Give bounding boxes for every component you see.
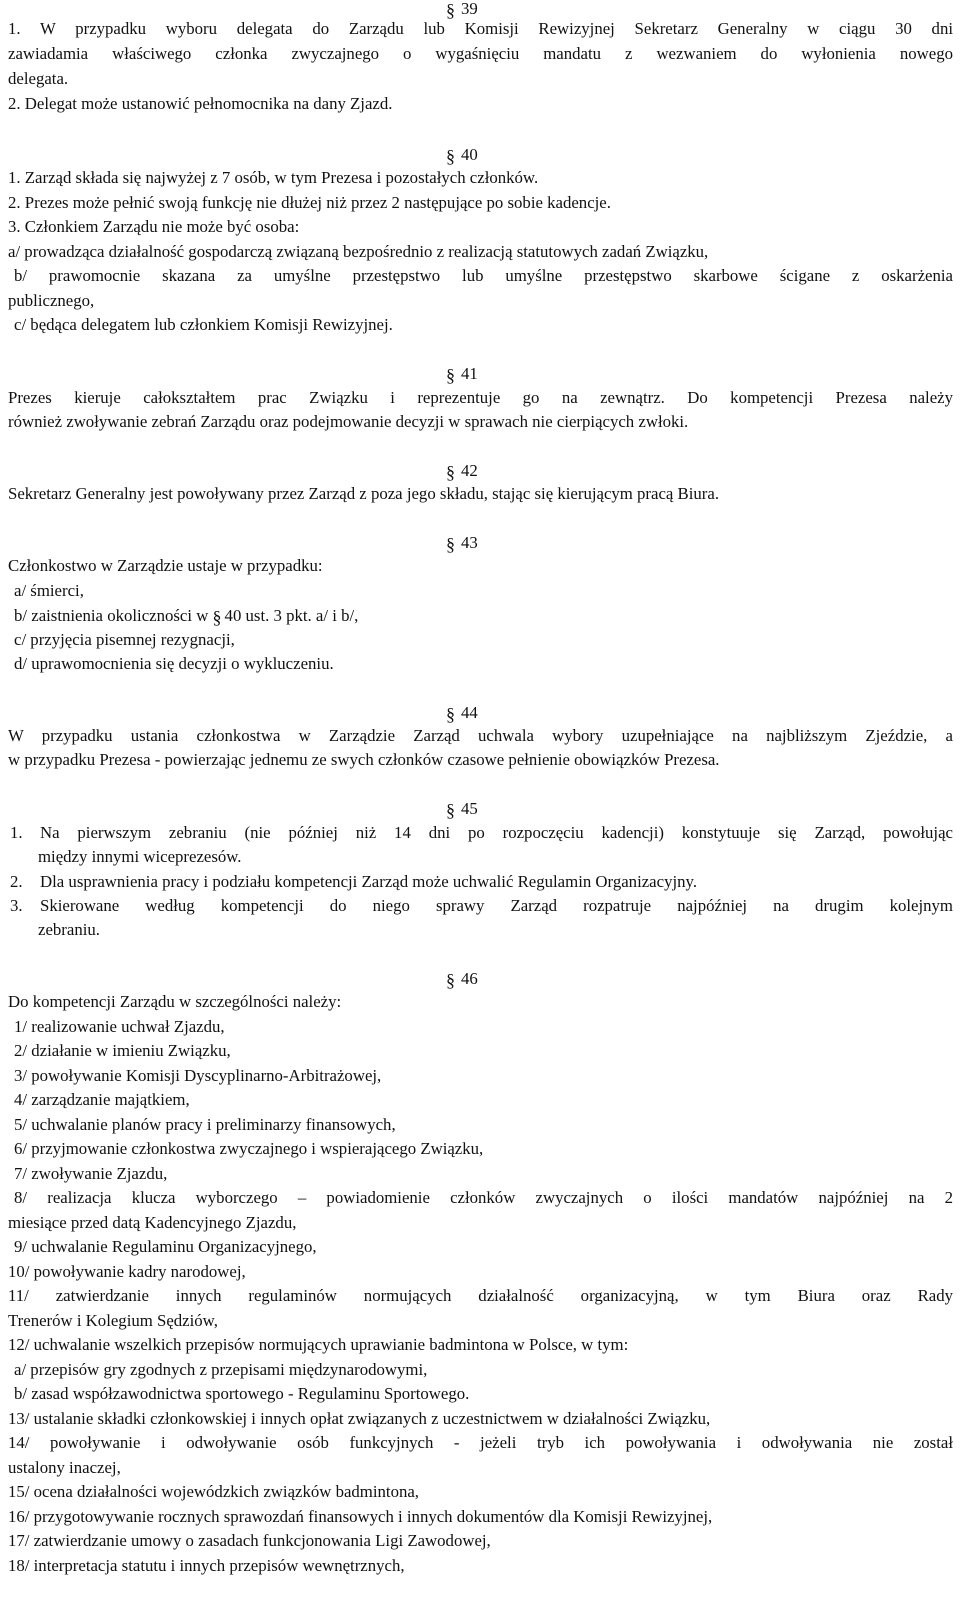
s43-item-c: c/ przyjęcia pisemnej rezygnacji, [14,630,235,649]
s46-item-18: 18/ interpretacja statutu i innych przepisów wewnętrznych, [8,1556,405,1575]
s46-item-3: 3/ powoływanie Komisji Dyscyplinarno-Arbitrażowej, [14,1066,382,1085]
section-42-heading: § 42 [446,461,478,482]
s46-item-5: 5/ uchwalanie planów pracy i preliminarzy finansowych, [14,1115,396,1134]
s45-item1-line1: 1. Na pierwszym zebraniu (nie później niż 14 dni po rozpoczęciu kadencji) konstytuuje się Zarząd, powołując [0,821,960,846]
s44-line2: w przypadku Prezesa - powierzając jednemu ze swych członków czasowe pełnienie obowiązków Prezesa. [8,750,720,769]
s43-intro: Członkostwo w Zarządzie ustaje w przypadku: [8,556,323,575]
s40-item-c: c/ będąca delegatem lub członkiem Komisji Rewizyjnej. [14,315,393,334]
s46-item-14-line1: 14/ powoływanie i odwoływanie osób funkcyjnych - jeżeli tryb ich powoływania i odwoływania nie został [8,1433,953,1452]
s43-item-b: b/ zaistnienia okoliczności w § 40 ust. 3 pkt. a/ i b/, [14,606,359,627]
s46-item-14-line2: ustalony inaczej, [8,1458,121,1477]
section-45-heading: § 45 [446,799,478,820]
s45-item3-line1: 3. Skierowane według kompetencji do niego sprawy Zarząd rozpatruje najpóźniej na drugim kolejnym [0,894,960,919]
s46-item-8-line1: 8/ realizacja klucza wyborczego – powiadomienie członków zwyczajnych o ilości mandatów najpóźniej na 2 [14,1188,953,1207]
s40-p3: 3. Członkiem Zarządu nie może być osoba: [8,217,300,236]
s45-item1-line2: między innymi wiceprezesów. [38,847,242,866]
section-39-heading: § 39 [446,0,478,20]
s46-item-12b: b/ zasad współzawodnictwa sportowego - Regulaminu Sportowego. [14,1384,470,1403]
s45-item3-line2: zebraniu. [38,920,100,939]
s44-line1: W przypadku ustania członkostwa w Zarządzie Zarząd uchwala wybory uzupełniające na najbliższym Zjeździe, a [8,726,953,745]
s40-item-a: a/ prowadząca działalność gospodarczą związaną bezpośrednio z realizacją statutowych zadań Związku, [8,242,709,261]
s46-item-6: 6/ przyjmowanie członkostwa zwyczajnego i wspierającego Związku, [14,1139,484,1158]
s45-item2: 2. Dla usprawnienia pracy i podziału kompetencji Zarząd może uchwalić Regulamin Organizacyjny. [0,870,960,895]
s41-line1: Prezes kieruje całokształtem prac Związku i reprezentuje go na zewnątrz. Do kompetencji Prezesa należy [8,388,953,407]
s46-item-8-line2: miesiące przed datą Kadencyjnego Zjazdu, [8,1213,297,1232]
s46-item-11-line1: 11/ zatwierdzanie innych regulaminów normujących działalność organizacyjną, w tym Biura oraz Rady [8,1286,953,1305]
s46-intro: Do kompetencji Zarządu w szczególności należy: [8,992,342,1011]
s46-item-17: 17/ zatwierdzanie umowy o zasadach funkcjonowania Ligi Zawodowej, [8,1531,491,1550]
s39-p1-line3: delegata. [8,69,69,88]
list-number: 1. [10,823,23,842]
section-sign: § [446,365,455,385]
s46-item-1: 1/ realizowanie uchwał Zjazdu, [14,1017,225,1036]
s46-item-10: 10/ powoływanie kadry narodowej, [8,1262,246,1281]
s39-p1-line1: 1. W przypadku wyboru delegata do Zarządu lub Komisji Rewizyjnej Sekretarz Generalny w ciągu 30 dni [8,19,953,38]
s46-item-2: 2/ działanie w imieniu Związku, [14,1041,231,1060]
s46-item-7: 7/ zwoływanie Zjazdu, [14,1164,168,1183]
s41-line2: również zwoływanie zebrań Zarządu oraz podejmowanie decyzji w sprawach nie cierpiących zwłoki. [8,412,689,431]
section-44-heading: § 44 [446,703,478,724]
list-number: 3. [10,896,23,915]
section-sign: § [446,534,455,554]
s46-item-9: 9/ uchwalanie Regulaminu Organizacyjnego, [14,1237,317,1256]
s39-p1-line2: zawiadamia właściwego członka zwyczajnego o wygaśnięciu mandatu z wezwaniem do wyłonienia nowego [8,44,953,63]
s40-item-b-line2: publicznego, [8,291,95,310]
section-sign: § [446,800,455,820]
s40-p1: 1. Zarząd składa się najwyżej z 7 osób, w tym Prezesa i pozostałych członków. [8,168,539,187]
s46-item-15: 15/ ocena działalności wojewódzkich związków badmintona, [8,1482,420,1501]
section-46-heading: § 46 [446,969,478,990]
section-sign: § [446,146,455,166]
s40-p2: 2. Prezes może pełnić swoją funkcję nie dłużej niż przez 2 następujące po sobie kadencje. [8,193,611,212]
s46-item-13: 13/ ustalanie składki członkowskiej i innych opłat związanych z uczestnictwem w działalności Związku, [8,1409,711,1428]
list-number: 2. [10,872,23,891]
s42-line1: Sekretarz Generalny jest powoływany przez Zarząd z poza jego składu, stając się kierującym pracą Biura. [8,484,720,503]
s40-item-b-line1: b/ prawomocnie skazana za umyślne przestępstwo lub umyślne przestępstwo skarbowe ścigane z oskarżenia [14,266,953,285]
section-sign: § [212,607,222,627]
s39-p2: 2. Delegat może ustanowić pełnomocnika na dany Zjazd. [8,94,393,113]
section-43-heading: § 43 [446,533,478,554]
s43-item-a: a/ śmierci, [14,581,84,600]
s46-item-4: 4/ zarządzanie majątkiem, [14,1090,190,1109]
s46-item-12: 12/ uchwalanie wszelkich przepisów normujących uprawianie badmintona w Polsce, w tym: [8,1335,629,1354]
s46-item-11-line2: Trenerów i Kolegium Sędziów, [8,1311,218,1330]
section-sign: § [446,462,455,482]
s43-item-d: d/ uprawomocnienia się decyzji o wykluczeniu. [14,654,334,673]
section-40-heading: § 40 [446,145,478,166]
section-sign: § [446,0,455,20]
s46-item-12a: a/ przepisów gry zgodnych z przepisami międzynarodowymi, [14,1360,428,1379]
section-sign: § [446,970,455,990]
section-41-heading: § 41 [446,364,478,385]
s46-item-16: 16/ przygotowywanie rocznych sprawozdań finansowych i innych dokumentów dla Komisji Rewizyjnej, [8,1507,713,1526]
section-sign: § [446,704,455,724]
